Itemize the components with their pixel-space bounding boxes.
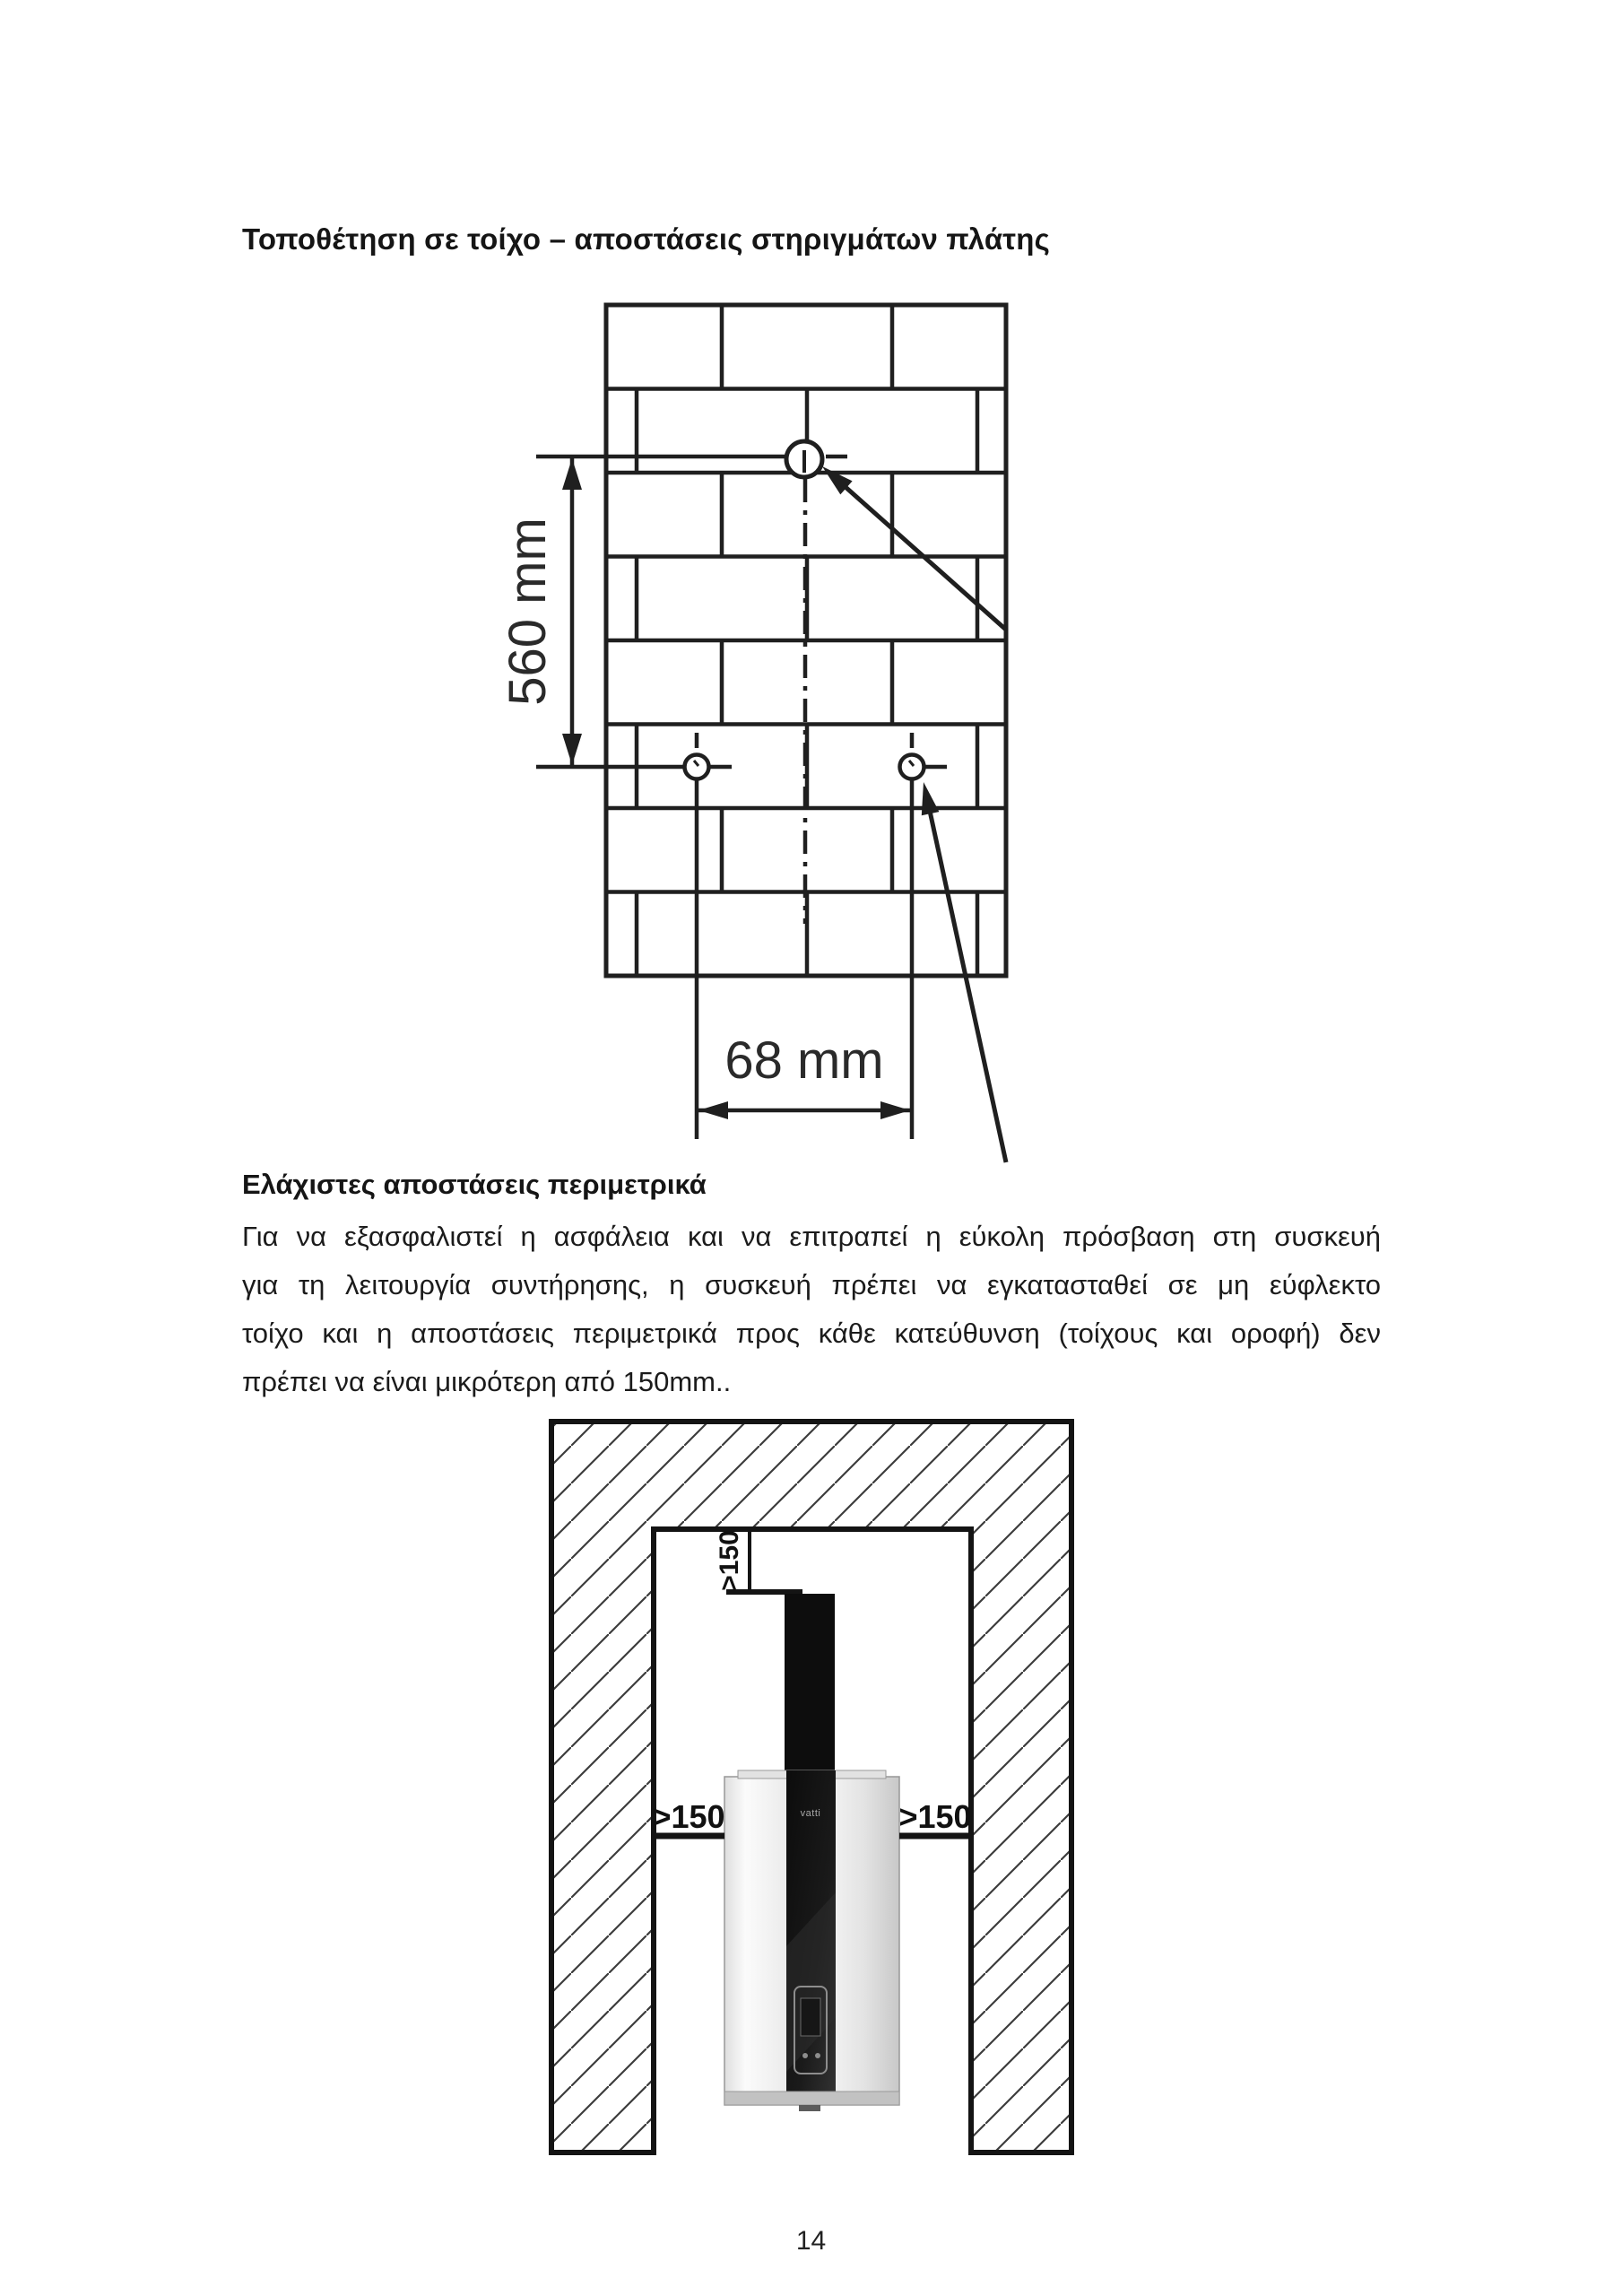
boiler bbox=[724, 1770, 899, 2111]
vertical-dimension-label: 560 mm bbox=[499, 517, 557, 706]
paragraph-line: πρέπει να είναι μικρότερη από 150mm.. bbox=[242, 1366, 732, 1397]
paragraph-line: τοίχο και η αποστάσεις περιμετρικά προς κάθε κατεύθυνση (τοίχους και οροφή) δεν bbox=[242, 1318, 1381, 1349]
section-heading: Ελάχιστες αποστάσεις περιμετρικά bbox=[242, 1169, 707, 1200]
paragraph-line: Για να εξασφαλιστεί η ασφάλεια και να επιτραπεί η εύκολη πρόσβαση στη συσκευή bbox=[242, 1221, 1381, 1252]
top-mounting-hole bbox=[786, 441, 822, 477]
page-title: Τοποθέτηση σε τοίχο – αποστάσεις στηριγμάτων πλάτης bbox=[242, 222, 1050, 256]
page-number: 14 bbox=[795, 2226, 827, 2256]
flue-pipe bbox=[785, 1594, 835, 1773]
lower-right-mounting-hole bbox=[900, 755, 924, 779]
top-clearance-label: >150 bbox=[715, 1530, 744, 1591]
lower-left-mounting-hole bbox=[685, 755, 709, 779]
boiler-logo: vatti bbox=[800, 1808, 821, 1819]
wall-mounting-diagram bbox=[430, 296, 1130, 1175]
section-paragraph bbox=[242, 1213, 1381, 1406]
paragraph-line: για τη λειτουργία συντήρησης, η συσκευή πρέπει να εγκατασταθεί σε μη εύφλεκτο bbox=[242, 1269, 1381, 1300]
horizontal-dimension-label: 68 mm bbox=[724, 1031, 884, 1090]
right-clearance-label: >150 bbox=[898, 1798, 972, 1835]
left-clearance-label: >150 bbox=[652, 1798, 725, 1835]
clearance-diagram bbox=[533, 1408, 1089, 2170]
